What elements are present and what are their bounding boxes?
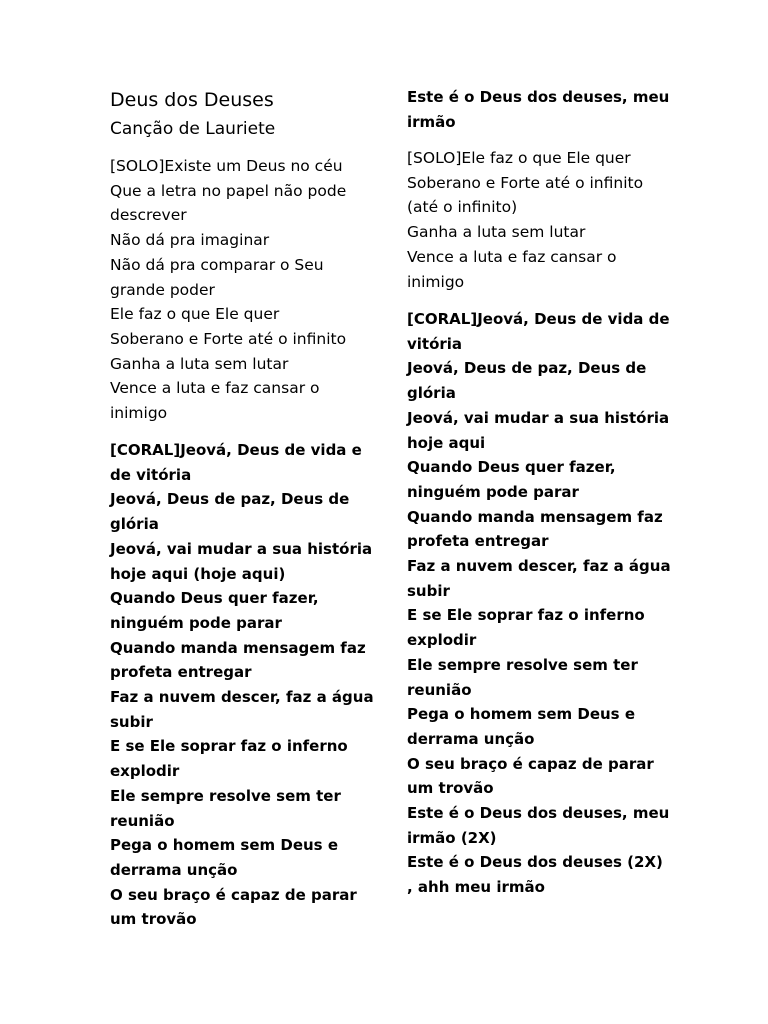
lyric-line: , ahh meu irmão	[407, 878, 545, 897]
lyric-line: reunião	[407, 680, 472, 699]
lyric-line: Ganha a luta sem lutar	[110, 354, 289, 373]
lyric-line: Jeová, vai mudar a sua história	[110, 539, 373, 558]
lyric-line: [CORAL]Jeová, Deus de vida e	[110, 441, 362, 459]
lyric-line: um trovão	[407, 779, 494, 798]
right-solo-verse	[407, 146, 669, 294]
lyric-line: hoje aqui	[407, 433, 486, 452]
lyric-line: O seu braço é capaz de parar	[407, 754, 654, 773]
lyric-line: [CORAL]Jeová, Deus de vida de	[407, 310, 670, 328]
lyric-line: Ele faz o que Ele quer	[110, 305, 280, 324]
lyric-line: Vence a luta e faz cansar o	[407, 247, 617, 266]
lyric-line: Quando Deus quer fazer,	[407, 458, 616, 477]
song-title: Deus dos Deuses	[110, 89, 274, 111]
lyric-line: Quando Deus quer fazer,	[110, 589, 319, 608]
lyric-line: vitória	[407, 334, 463, 353]
lyric-line: explodir	[110, 762, 180, 781]
lyric-line: profeta entregar	[110, 663, 252, 682]
right-coral-chorus	[407, 307, 669, 900]
lyric-line: hoje aqui (hoje aqui)	[110, 564, 286, 583]
lyric-line: Vence a luta e faz cansar o	[110, 379, 320, 398]
right-opening-lines	[407, 85, 669, 134]
lyric-line: [SOLO]Ele faz o que Ele quer	[407, 149, 631, 167]
lyric-line: glória	[110, 515, 159, 534]
lyric-line: Jeová, Deus de paz, Deus de	[407, 359, 647, 378]
lyric-line: subir	[407, 581, 450, 600]
lyric-line: Pega o homem sem Deus e	[407, 705, 635, 724]
lyric-line: inimigo	[407, 272, 465, 291]
lyric-line: Este é o Deus dos deuses, meu	[407, 88, 670, 106]
lyric-line: Não dá pra imaginar	[110, 231, 270, 250]
lyric-line: Faz a nuvem descer, faz a água	[110, 688, 374, 707]
lyric-line: Este é o Deus dos deuses (2X)	[407, 853, 663, 872]
left-coral-chorus	[110, 438, 372, 932]
lyric-line: subir	[110, 712, 153, 731]
lyric-line: derrama unção	[407, 729, 535, 748]
lyric-line: Pega o homem sem Deus e	[110, 836, 338, 855]
lyric-line: Ganha a luta sem lutar	[407, 223, 586, 242]
lyric-line: derrama unção	[110, 860, 238, 879]
lyric-line: Faz a nuvem descer, faz a água	[407, 557, 671, 576]
lyric-line: Não dá pra comparar o Seu	[110, 255, 324, 274]
lyric-line: Que a letra no papel não pode	[110, 181, 347, 200]
lyric-line: ninguém pode parar	[407, 482, 579, 501]
lyric-line: Ele sempre resolve sem ter	[110, 786, 341, 805]
lyric-line: E se Ele soprar faz o inferno	[407, 606, 645, 625]
left-solo-verse	[110, 154, 372, 426]
lyric-line: [SOLO]Existe um Deus no céu	[110, 157, 343, 175]
lyric-line: um trovão	[110, 910, 197, 929]
lyric-line: de vitória	[110, 465, 192, 484]
lyric-line: E se Ele soprar faz o inferno	[110, 737, 348, 756]
lyric-line: grande poder	[110, 280, 215, 299]
lyric-line: explodir	[407, 631, 477, 650]
lyric-line: O seu braço é capaz de parar	[110, 885, 357, 904]
lyric-line: glória	[407, 384, 456, 403]
lyric-line: reunião	[110, 811, 175, 830]
lyric-line: Soberano e Forte até o infinito	[407, 173, 644, 192]
lyric-line: irmão (2X)	[407, 828, 497, 847]
lyric-line: Quando manda mensagem faz	[407, 507, 663, 526]
lyric-line: Jeová, vai mudar a sua história	[407, 408, 670, 427]
lyric-line: descrever	[110, 206, 187, 225]
lyric-line: Jeová, Deus de paz, Deus de	[110, 490, 350, 509]
lyric-line: Quando manda mensagem faz	[110, 638, 366, 657]
lyric-line: (até o infinito)	[407, 198, 518, 217]
song-subtitle: Canção de Lauriete	[110, 119, 276, 139]
lyric-line: ninguém pode parar	[110, 613, 282, 632]
lyric-line: inimigo	[110, 404, 168, 423]
lyric-line: profeta entregar	[407, 532, 549, 551]
lyric-line: Ele sempre resolve sem ter	[407, 655, 638, 674]
lyric-line: Este é o Deus dos deuses, meu	[407, 804, 670, 823]
lyric-line: irmão	[407, 112, 456, 131]
lyric-line: Soberano e Forte até o infinito	[110, 329, 347, 348]
